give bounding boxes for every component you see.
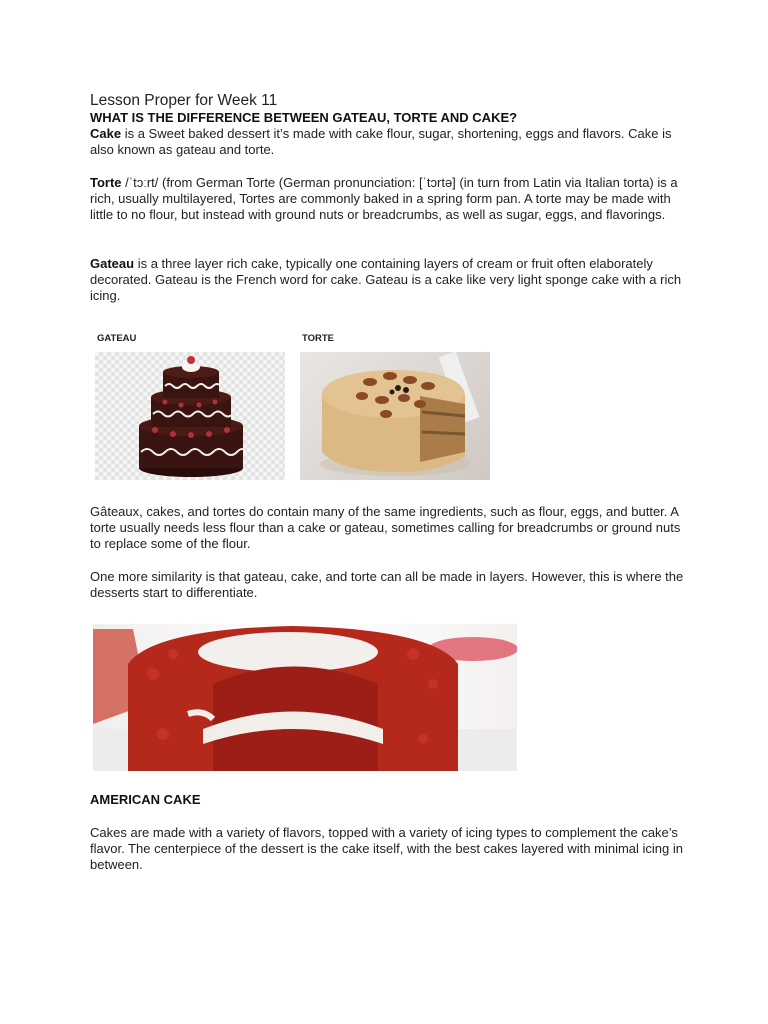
torte-cake-photo [300,352,490,480]
cake-definition-text: is a Sweet baked dessert it’s made with cake flour, sugar, shortening, eggs and flavors. Cake is also known as gateau and torte. [90,126,672,157]
cake-term: Cake [90,126,122,141]
red-velvet-cake-photo [93,624,517,771]
torte-image-label: TORTE [302,333,335,344]
gateau-image [95,352,285,480]
american-cake-heading: AMERICAN CAKE [90,792,201,807]
gateau-image-label: GATEAU [97,333,137,344]
red-velvet-cake-image [93,624,517,771]
gateau-definition [90,256,690,304]
similarity-paragraph: Gâteaux, cakes, and tortes do contain many of the same ingredients, such as flour, eggs, and butter. A torte usually needs less flour than a cake or gateau, sometimes calling for breadcrumbs or ground nuts to replace some of the flour. [90,504,681,551]
torte-definition [90,175,690,223]
torte-term: Torte [90,175,122,190]
gateau-cake-illustration [95,352,285,480]
torte-image [300,352,490,480]
layers-paragraph: One more similarity is that gateau, cake, and torte can all be made in layers. However, this is where the desserts start to differentiate. [90,569,684,600]
lesson-title: Lesson Proper for Week 11 [90,92,278,109]
main-heading: WHAT IS THE DIFFERENCE BETWEEN GATEAU, TORTE AND CAKE? [90,110,518,125]
gateau-term: Gateau [90,256,135,271]
gateau-definition-text: is a three layer rich cake, typically one containing layers of cream or fruit often elaborately decorated. Gateau is the French word for cake. Gateau is a cake like very light sponge cake with a rich icing. [90,256,682,303]
cake-definition [90,126,690,158]
torte-definition-text: /ˈtɔːrt/ (from German Torte (German pronunciation: [ˈtɔrtə] (in turn from Latin via Italian torta) is a rich, usually multilayered, Tortes are commonly baked in a spring form pan. A torte may be made with little to no flour, but instead with ground nuts or breadcrumbs, as well as sugar, eggs, and flavorings. [90,175,678,222]
american-cake-paragraph: Cakes are made with a variety of flavors, topped with a variety of icing types to complement the cake’s flavor. The centerpiece of the dessert is the cake itself, with the best cakes layered with minimal icing in between. [90,825,683,872]
